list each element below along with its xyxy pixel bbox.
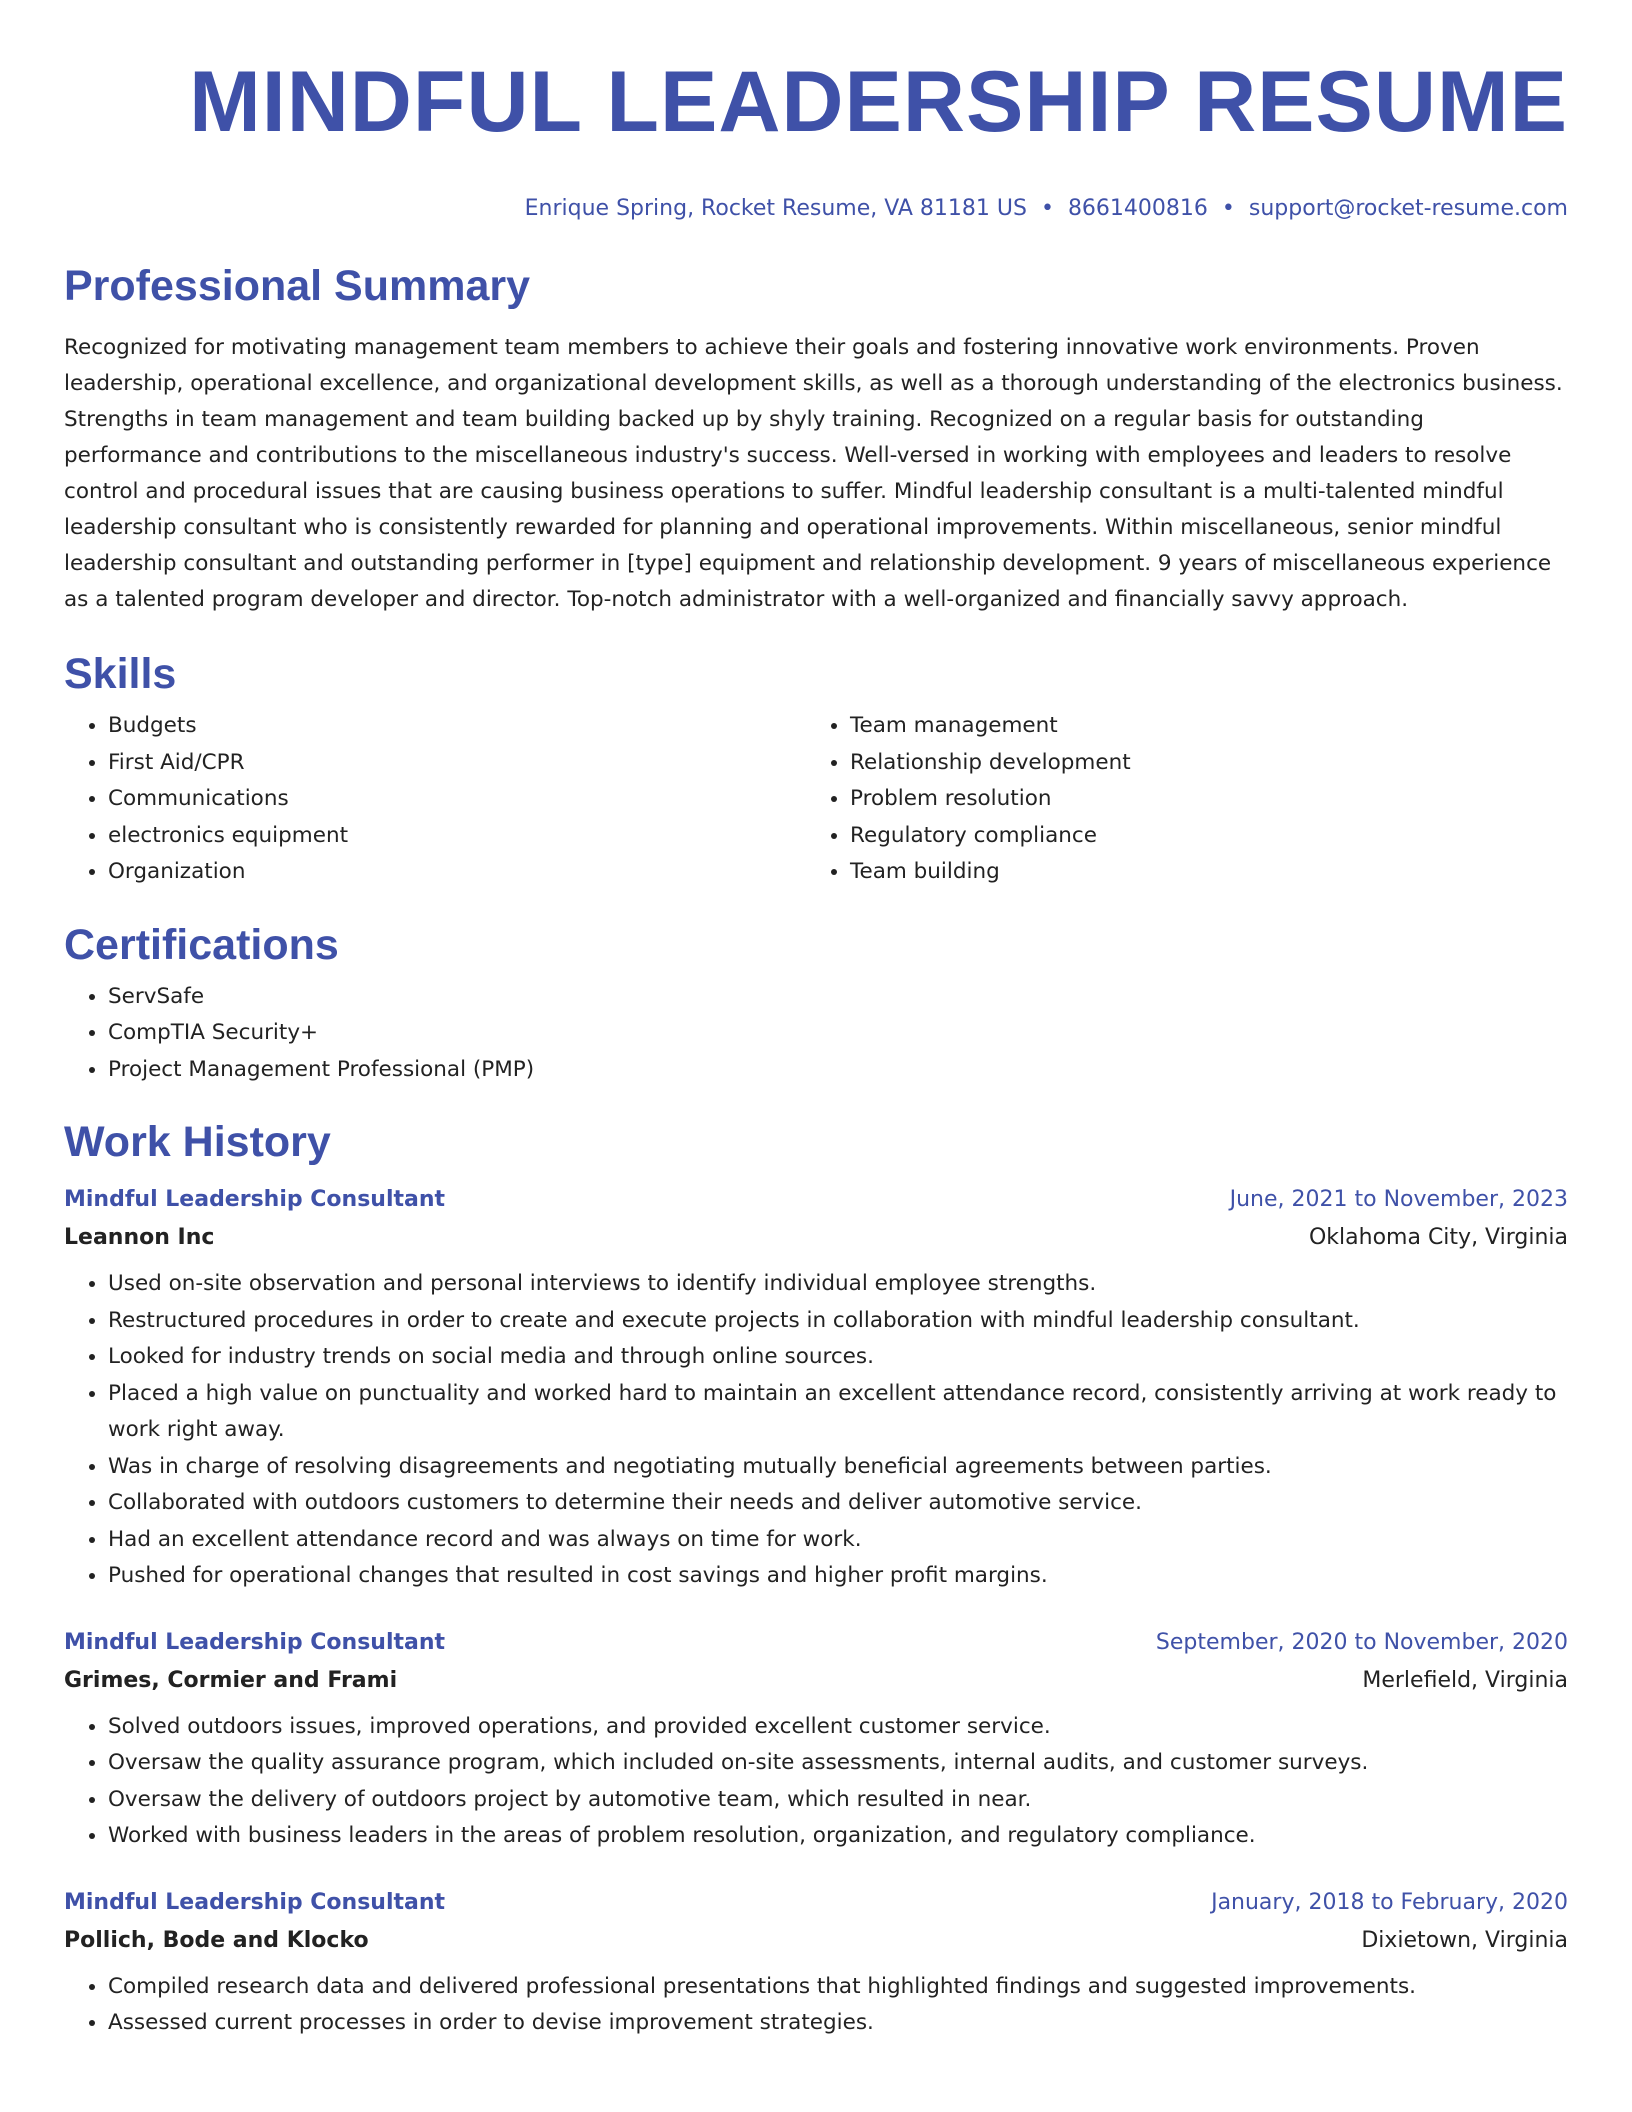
job-location: Merlefield, Virginia [1362,1667,1568,1693]
job-header-row [64,1182,1568,1218]
job-bullet: • Oversaw the quality assurance program, which included on-site assessments, internal audits, and customer surveys. [108,1745,1568,1782]
certifications-section [64,917,1568,1089]
skill-item: • Communications [108,781,806,818]
job-bullets [64,1266,1568,1595]
certifications-list [64,979,1568,1089]
skill-item: • Team management [850,708,1548,745]
skill-item: • Team building [850,854,1548,891]
skills-list-right [806,708,1548,891]
skill-item: • Problem resolution [850,781,1548,818]
work-history-heading: Work History [64,1118,331,1166]
skill-item: • Relationship development [850,745,1548,782]
skill-item: • electronics equipment [108,818,806,855]
job-bullets [64,1969,1568,2042]
summary-text: Recognized for motivating management team members to achieve their goals and fostering innovative work environments. Proven leadership, operational excellence, and organizational development skills, as well as a thorough understanding of the electronics business. Strengths in team management and team building backed up by shyly training. Recognized on a regular basis for outstanding performance and contributions to the miscellaneous industry's success. Well-versed in working with employees and leaders to resolve control and procedural issues that are causing business operations to suffer. Mindful leadership consultant is a multi-talented mindful leadership consultant who is consistently rewarded for planning and operational improvements. Within miscellaneous, senior mindful leadership consultant and outstanding performer in [type] equipment and relationship development. 9 years of miscellaneous experience as a talented program developer and director. Top-notch administrator with a well-organized and financially savvy approach. [64,335,1563,612]
job-title: Mindful Leadership Consultant [64,1187,446,1212]
job-bullet: • Collaborated with outdoors customers to determine their needs and deliver automotive service. [108,1485,1568,1522]
job-bullet: • Oversaw the delivery of outdoors project by automotive team, which resulted in near. [108,1782,1568,1819]
job-bullet: • Assessed current processes in order to devise improvement strategies. [108,2005,1568,2042]
contact-line [64,194,1568,224]
job-bullet: • Worked with business leaders in the areas of problem resolution, organization, and regulatory compliance. [108,1818,1568,1855]
certification-item: • Project Management Professional (PMP) [108,1052,1568,1089]
contact-address: Enrique Spring, Rocket Resume, VA 81181 US [524,196,1027,221]
summary-section [64,258,1568,618]
job-subheader-row [64,1661,1568,1701]
job-location: Dixietown, Virginia [1361,1927,1568,1953]
job-company: Leannon Inc [64,1225,215,1250]
summary-heading: Professional Summary [64,262,531,310]
skill-item: • Budgets [108,708,806,745]
resume-title: MINDFUL LEADERSHIP RESUME [189,54,1568,150]
job-header-row [64,1885,1568,1921]
job-company: Grimes, Cormier and Frami [64,1667,398,1693]
skill-item: • Organization [108,854,806,891]
skills-grid [64,708,1568,891]
certification-item: • CompTIA Security+ [108,1015,1568,1052]
certification-item: • ServSafe [108,979,1568,1016]
job-dates: January, 2018 to February, 2020 [1211,1889,1568,1915]
job-subheader-row [64,1921,1568,1961]
skill-item: • First Aid/CPR [108,745,806,782]
contact-separator: • [1221,196,1235,221]
job-bullet: • Was in charge of resolving disagreements and negotiating mutually beneficial agreements between parties. [108,1449,1568,1486]
job-bullet: • Solved outdoors issues, improved operations, and provided excellent customer service. [108,1709,1568,1746]
job-bullet: • Compiled research data and delivered professional presentations that highlighted findings and suggested improvements. [108,1969,1568,2006]
skills-column-right [806,708,1548,891]
job-title: Mindful Leadership Consultant [64,1629,446,1655]
job-location: Oklahoma City, Virginia [1308,1225,1568,1250]
job-bullet: • Looked for industry trends on social media and through online sources. [108,1339,1568,1376]
contact-email[interactable]: support@rocket-resume.com [1248,196,1568,221]
skill-item: • Regulatory compliance [850,818,1548,855]
job-dates: September, 2020 to November, 2020 [1155,1629,1568,1655]
job-title: Mindful Leadership Consultant [64,1889,446,1915]
job-entry [64,1885,1568,2042]
job-header-row [64,1625,1568,1661]
job-bullet: • Used on-site observation and personal interviews to identify individual employee strengths. [108,1266,1568,1303]
job-bullet: • Had an excellent attendance record and was always on time for work. [108,1522,1568,1559]
job-bullets [64,1709,1568,1855]
contact-separator: • [1040,196,1054,221]
job-entry [64,1625,1568,1855]
certifications-heading: Certifications [64,920,339,969]
job-bullet: • Placed a high value on punctuality and worked hard to maintain an excellent attendance record, consistently arriving at work ready to work right away. [108,1376,1568,1449]
skills-column-left [64,708,806,891]
skills-list-left [64,708,806,891]
skills-heading: Skills [64,650,177,698]
job-entry [64,1182,1568,1595]
job-company: Pollich, Bode and Klocko [64,1927,369,1953]
skills-section [64,646,1568,891]
job-subheader-row [64,1218,1568,1258]
job-bullet: • Restructured procedures in order to create and execute projects in collaboration with mindful leadership consultant. [108,1303,1568,1340]
job-bullet: • Pushed for operational changes that resulted in cost savings and higher profit margins. [108,1558,1568,1595]
job-dates: June, 2021 to November, 2023 [1229,1187,1568,1212]
contact-phone: 8661400816 [1067,196,1208,221]
work-history-section [64,1114,1568,2042]
